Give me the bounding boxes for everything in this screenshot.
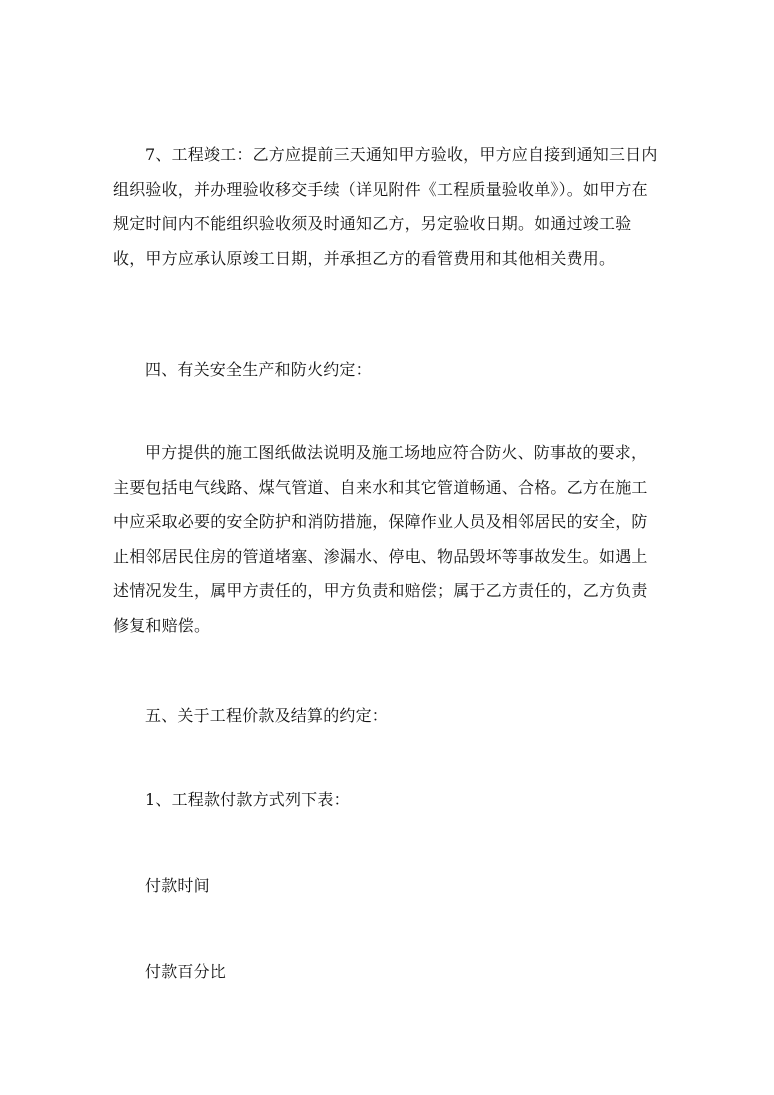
payment-method-item: 1、工程款付款方式列下表： xyxy=(145,790,350,809)
payment-time-label: 付款时间 xyxy=(145,876,210,895)
section-4-paragraph: 甲方提供的施工图纸做法说明及施工场地应符合防火、防事故的要求，主要包括电气线路、煤气管道、自来水和其它管道畅通、合格。乙方在施工中应采取必要的安全防护和消防措施，保障作业人员及相邻居民的安全，防止相邻居民住房的管道堵塞、渗漏水、停电、物品毁坏等事故发生。如遇上述情况发生，属甲方责任的，甲方负责和赔偿；属于乙方责任的，乙方负责修复和赔偿。 xyxy=(113,443,648,635)
payment-percent-label: 付款百分比 xyxy=(145,962,227,981)
section-4-heading: 四、有关安全生产和防火约定： xyxy=(145,360,372,379)
clause-7-paragraph: 7、工程竣工：乙方应提前三天通知甲方验收，甲方应自接到通知三日内组织验收，并办理验收移交手续（详见附件《工程质量验收单》）。如甲方在规定时间内不能组织验收须及时通知乙方，另定验收日期。如通过竣工验收，甲方应承认原竣工日期，并承担乙方的看管费用和其他相关费用。 xyxy=(113,145,658,268)
section-5-heading: 五、关于工程价款及结算的约定： xyxy=(145,706,389,725)
